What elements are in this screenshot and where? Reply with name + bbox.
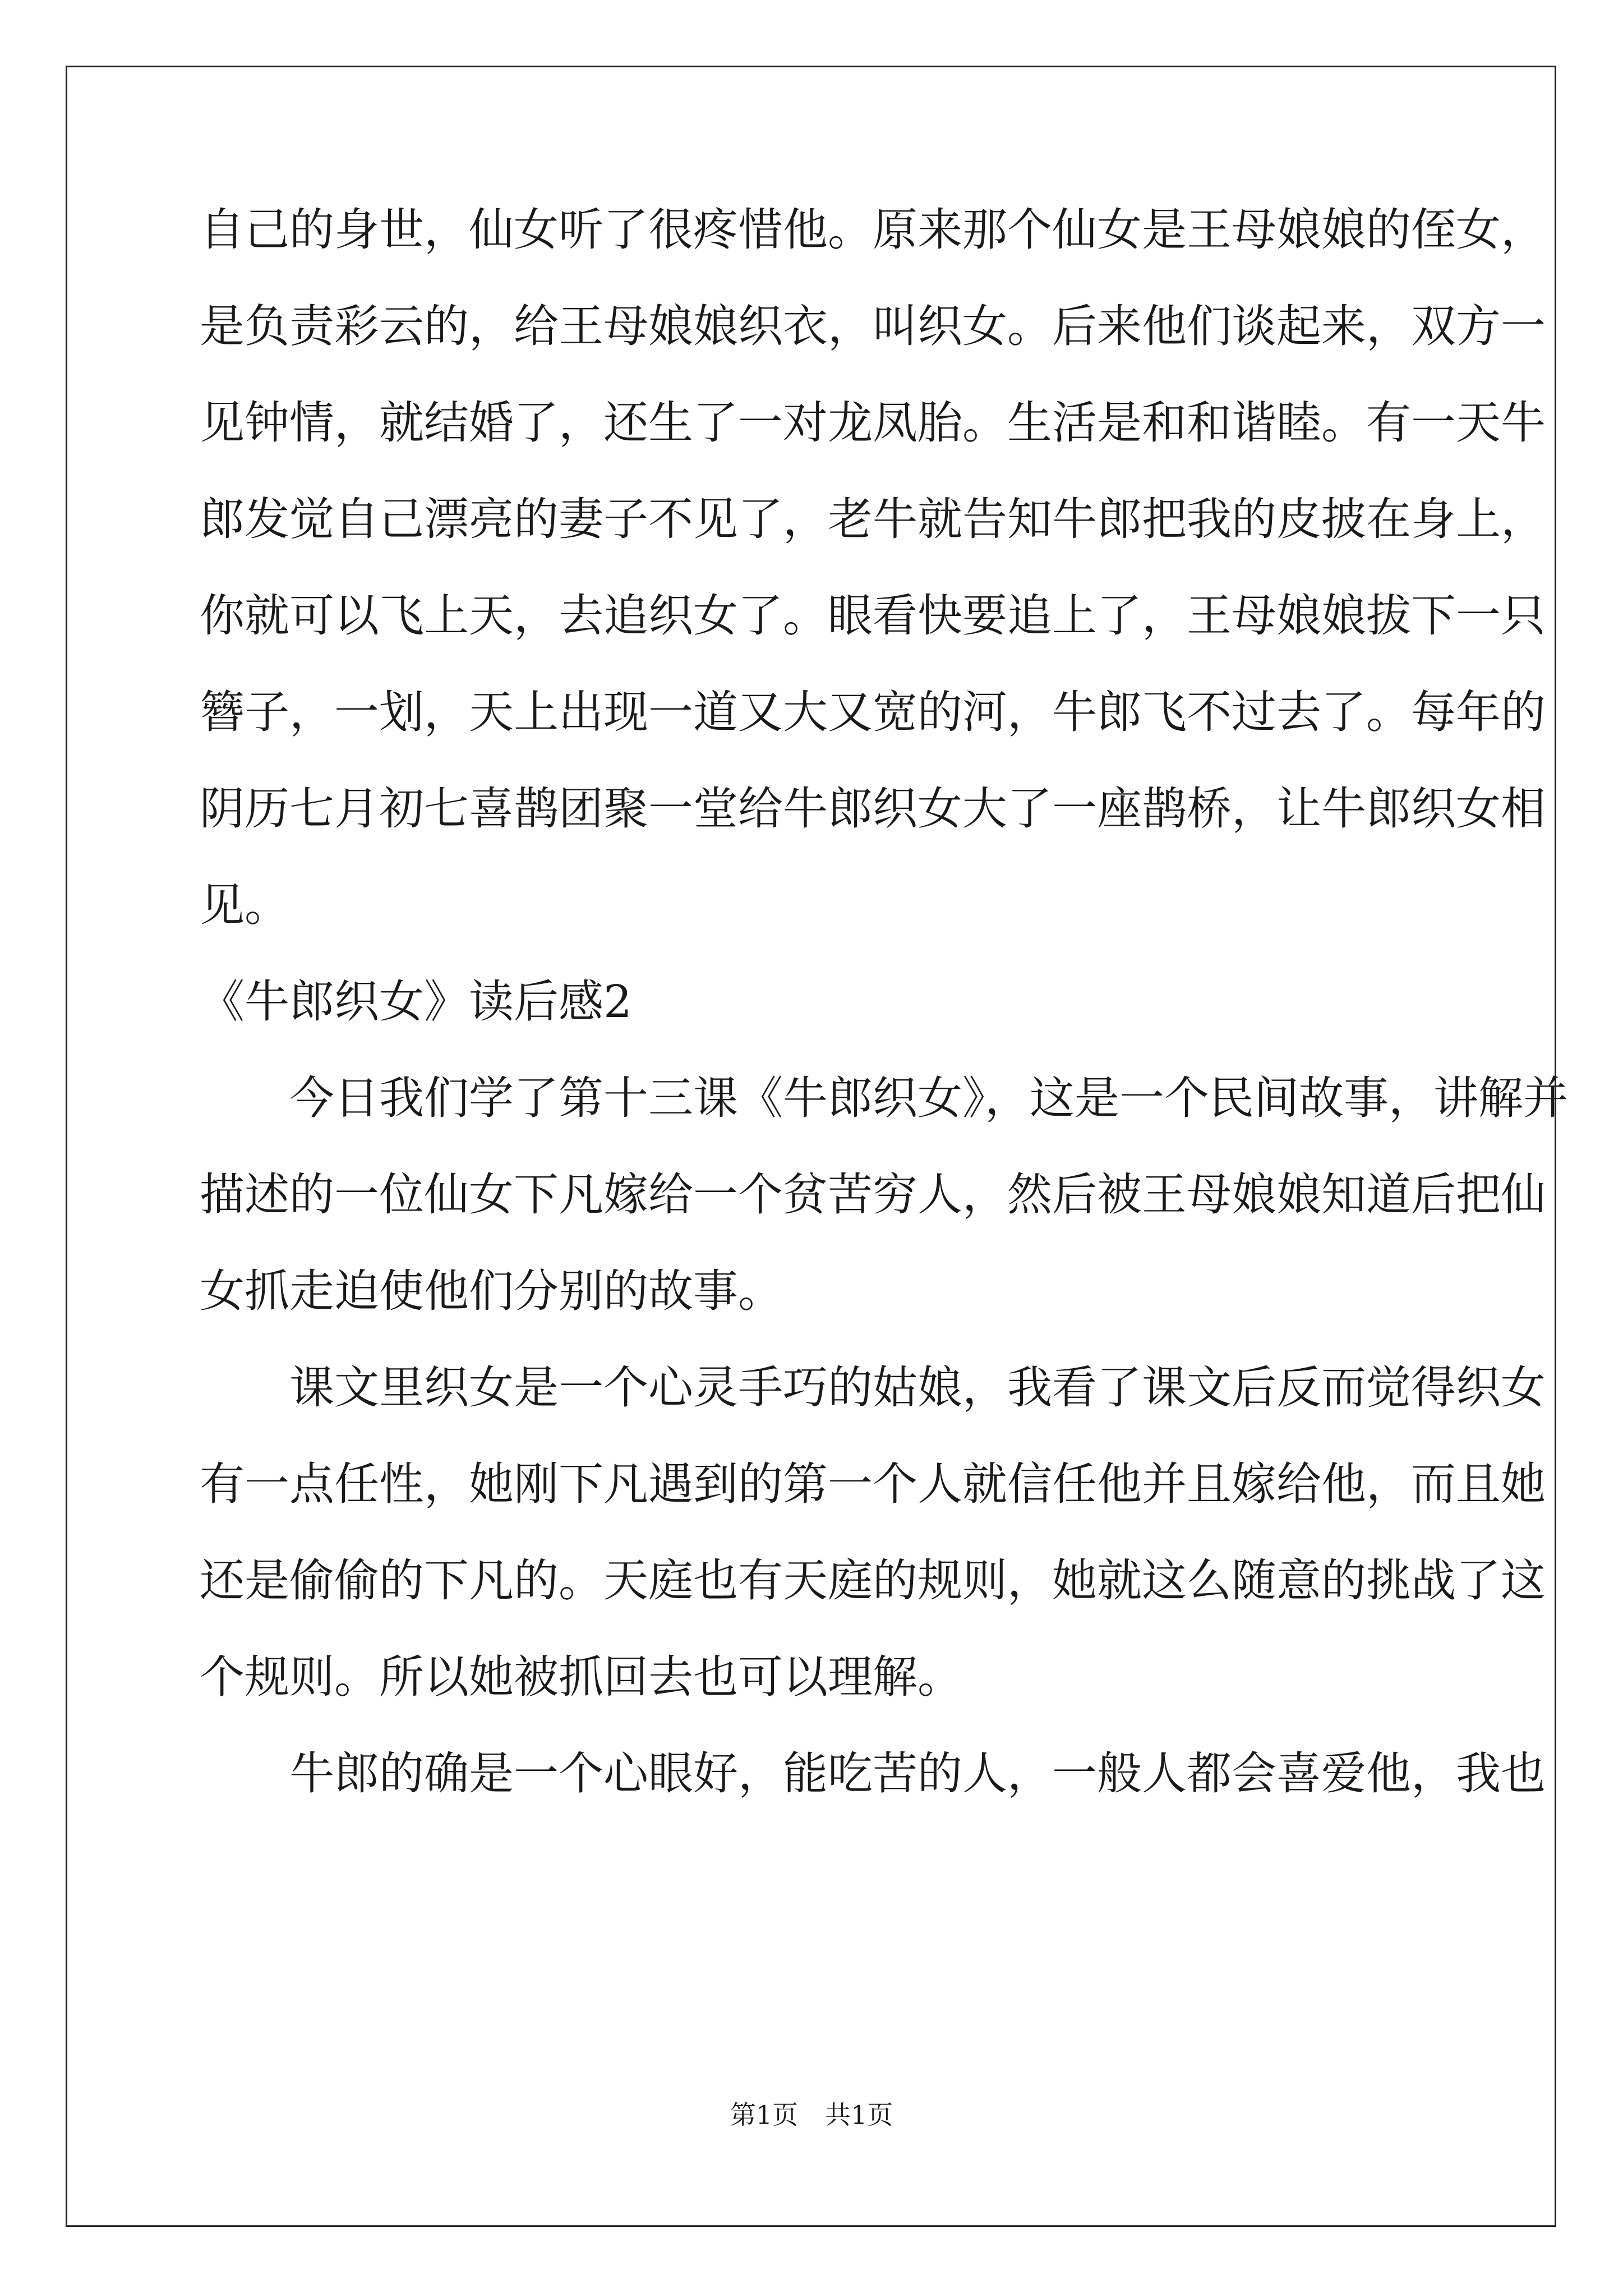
text-line: 阴历七月初七喜鹊团聚一堂给牛郎织女大了一座鹊桥，让牛郎织女相 <box>200 783 1546 835</box>
paragraph-first-line: 牛郎的确是一个心眼好，能吃苦的人，一般人都会喜爱他，我也 <box>289 1747 1546 1800</box>
page-number: 第1页 <box>730 2100 798 2130</box>
text-line: 还是偷偷的下凡的。天庭也有天庭的规则，她就这么随意的挑战了这 <box>200 1554 1546 1607</box>
text-line: 自己的身世，仙女听了很疼惜他。原来那个仙女是王母娘娘的侄女， <box>200 204 1546 256</box>
paragraph-first-line: 课文里织女是一个心灵手巧的姑娘，我看了课文后反而觉得织女 <box>289 1361 1546 1414</box>
text-line: 簪子，一划，天上出现一道又大又宽的河，牛郎飞不过去了。每年的 <box>200 686 1546 738</box>
text-line: 见钟情，就结婚了，还生了一对龙凤胎。生活是和和谐睦。有一天牛 <box>200 397 1546 449</box>
paragraph-first-line: 今日我们学了第十三课《牛郎织女》，这是一个民间故事，讲解并 <box>289 1072 1568 1124</box>
text-line: 个规则。所以她被抓回去也可以理解。 <box>200 1651 962 1703</box>
text-line: 有一点任性，她刚下凡遇到的第一个人就信任他并且嫁给他，而且她 <box>200 1458 1546 1510</box>
text-line: 郎发觉自己漂亮的妻子不见了，老牛就告知牛郎把我的皮披在身上， <box>200 493 1546 545</box>
section-heading: 《牛郎织女》读后感2 <box>200 976 632 1028</box>
text-line: 女抓走迫使他们分别的故事。 <box>200 1265 783 1317</box>
text-line: 见。 <box>200 879 289 931</box>
text-line: 描述的一位仙女下凡嫁给一个贫苦穷人，然后被王母娘娘知道后把仙 <box>200 1168 1546 1221</box>
page-footer <box>0 2098 1623 2132</box>
page-total: 共1页 <box>825 2100 893 2130</box>
text-line: 你就可以飞上天，去追织女了。眼看快要追上了，王母娘娘拔下一只 <box>200 590 1546 642</box>
text-line: 是负责彩云的，给王母娘娘织衣，叫织女。后来他们谈起来，双方一 <box>200 300 1546 352</box>
